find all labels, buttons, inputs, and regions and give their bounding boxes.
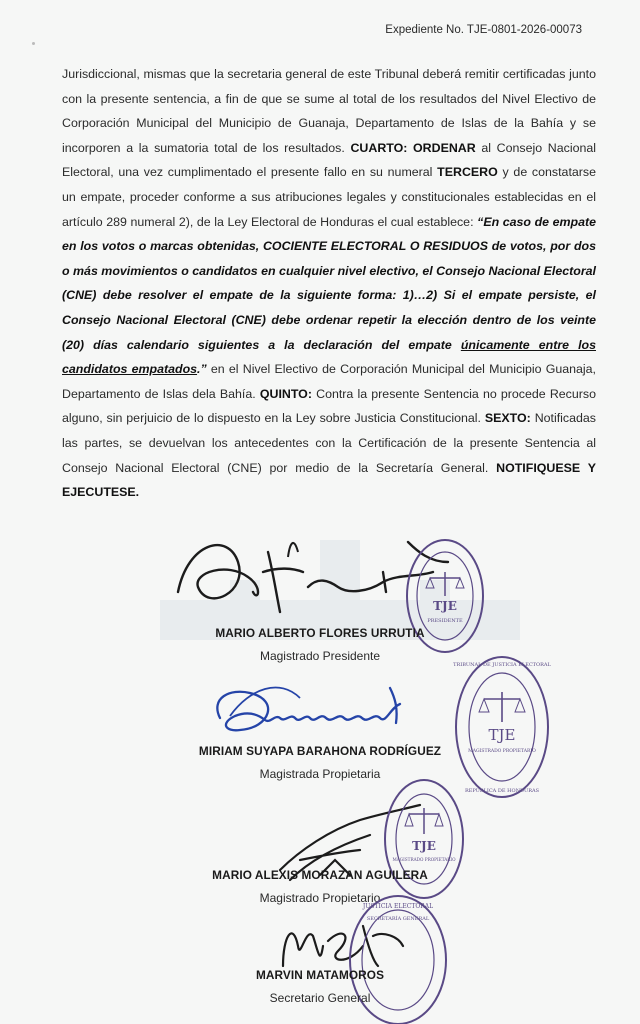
case-number: Expediente No. TJE-0801-2026-00073	[385, 24, 582, 36]
legal-quote: “En caso de empate en los votos o marcas obtenidas, COCIENTE ELECTORAL O RESIDUOS de votos, por dos o más movimientos o candidatos en cualquier nivel electivo, el Consejo Nacional Electoral (CNE) debe resolver el empate de la siguiente forma: 1)…2) Si el empate persiste, el Consejo Nacional Electoral (CNE) debe ordenar repetir la elección dentro de los veinte (20) días calendario siguientes a la declaración del empate	[62, 214, 596, 352]
seal4-ring: JUSTICIA ELECTORAL	[362, 903, 434, 910]
seal4-bottom: SECRETARÍA GENERAL	[366, 916, 430, 922]
legal-quote-underlined: únicamente entre los candidatos empatados	[62, 337, 596, 377]
seal2-abbr: TJE	[488, 726, 516, 744]
signer-3-role: Magistrado Propietario	[259, 891, 381, 905]
signer-2-role: Magistrada Propietaria	[259, 767, 381, 781]
seal1-abbr: TJE	[433, 599, 457, 613]
seal2-ring: TRIBUNAL DE JUSTICIA ELECTORAL	[453, 662, 551, 668]
seal3-inner: MAGISTRADO PROPIETARIO	[392, 857, 456, 862]
paragraph-sexto: Notificadas las partes, se devuelvan los antecedentes con la Certificación de la presente Sentencia al Consejo Nacional Electoral (CNE) por medio de la Secretaría General.	[62, 411, 596, 475]
signer-4-role: Secretario General	[269, 991, 371, 1005]
cuarto-label: CUARTO: ORDENAR	[350, 140, 476, 155]
signer-1-name: MARIO ALBERTO FLORES URRUTIA	[215, 626, 425, 640]
paragraph-cuarto-cont: y de constatarse un empate, proceder conforme a sus atribuciones legales y constitucionales establecidas en el artículo 289 numeral 2), de la Ley Electoral de Honduras el cual establece:	[62, 165, 596, 229]
paragraph-cuarto: al Consejo Nacional Electoral, una vez cumplimentado el presente fallo en su numeral	[62, 140, 597, 180]
seal3-abbr: TJE	[412, 839, 436, 853]
paragraph-quinto: Contra la presente Sentencia no procede Recurso alguno, sin perjuicio de lo dispuesto en la Ley sobre Justicia Constitucional.	[62, 386, 596, 426]
paragraph-level: en el Nivel Electivo de Corporación Municipal del Municipio Guanaja, Departamento de Islas dela Bahía.	[62, 362, 596, 401]
seal2-bottom: REPÚBLICA DE HONDURAS	[464, 788, 540, 794]
seal2-inner: MAGISTRADO PROPIETARIO	[468, 749, 536, 754]
signer-4-name: MARVIN MATAMOROS	[255, 968, 385, 982]
resolution-text	[62, 62, 596, 505]
scan-speck	[32, 42, 35, 45]
signer-3-name: MARIO ALEXIS MORAZAN AGUILERA	[212, 868, 428, 882]
signer-1-role: Magistrado Presidente	[259, 649, 381, 663]
quinto-label: QUINTO:	[259, 386, 312, 401]
closing-order: NOTIFIQUESE Y EJECUTESE.	[62, 460, 596, 500]
seal1-inner: PRESIDENTE	[427, 618, 463, 624]
tercero-label: TERCERO	[437, 165, 498, 180]
signer-3	[120, 868, 520, 905]
legal-quote-end: .”	[197, 362, 207, 377]
signer-4	[120, 968, 520, 1005]
signer-2-name: MIRIAM SUYAPA BARAHONA RODRÍGUEZ	[198, 744, 442, 758]
sexto-label: SEXTO:	[484, 411, 531, 426]
paragraph-results: Jurisdiccional, mismas que la secretaria general de este Tribunal deberá remitir certificadas junto con la presente sentencia, a fin de que se sume al total de los resultados del Nivel Electivo de Corporación Municipal del Municipio de Guanaja, Departamento de Islas de la Bahía y se incorporen a la sumatoria total de los resultados.	[62, 67, 596, 155]
